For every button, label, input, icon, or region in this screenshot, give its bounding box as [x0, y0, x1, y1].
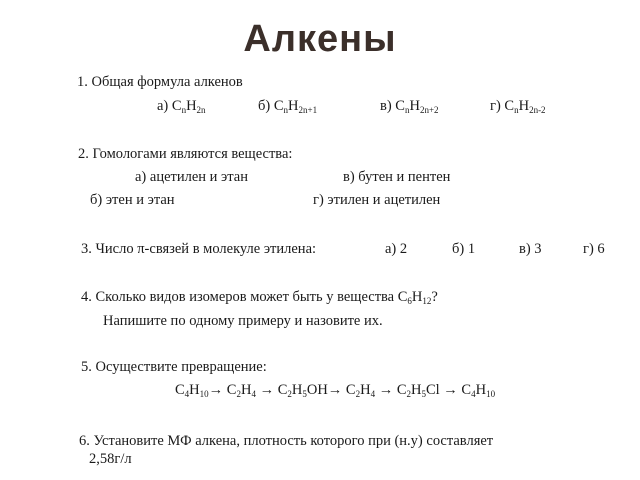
chain-text: H — [411, 382, 422, 398]
question-5: 5. Осуществите превращение: — [81, 359, 267, 375]
chain-text: C — [175, 382, 185, 398]
chain-text: H — [475, 382, 487, 398]
chain-subscript: 10 — [486, 389, 496, 399]
question-2: 2. Гомологами являются вещества: — [78, 146, 293, 162]
chain-text: H — [189, 382, 200, 398]
chain-subscript: 5 — [302, 389, 307, 399]
q3-option-b: б) 1 — [452, 241, 476, 257]
q1-option-a: а) $C_nH_{2n}$ — [157, 98, 206, 115]
q3-option-c: в) 3 — [519, 241, 542, 257]
question-4-line-2: Напишите по одному примеру и назовите их. — [103, 313, 383, 329]
chain-subscript: 4 — [370, 389, 376, 399]
question-1: 1. Общая формула алкенов — [77, 74, 243, 90]
q1-option-c: в) $C_nH_{2n+2}$ — [380, 98, 439, 115]
chain-subscript: 2 — [287, 389, 292, 399]
q3-option-a: а) 2 — [385, 241, 408, 257]
q3-option-d: г) 6 — [583, 241, 605, 257]
chain-text: → C — [375, 382, 407, 398]
question-6: 6. Установите МФ алкена, плотность которого при (н.у) составляет — [79, 433, 494, 449]
q1-option-d: г) $C_nH_{2n-2}$ — [490, 98, 546, 115]
chain-subscript: 4 — [251, 389, 256, 399]
chain-text: OH→ C — [306, 382, 356, 398]
chain-text: H — [360, 382, 371, 398]
q2-option-b: б) этен и этан — [90, 192, 175, 208]
page-title: Алкены — [243, 18, 397, 60]
reaction-chain — [175, 381, 495, 399]
chain-text: H — [291, 382, 303, 398]
chain-subscript: 2 — [236, 389, 241, 399]
chain-subscript: 4 — [471, 389, 476, 399]
chain-text: H — [240, 382, 252, 398]
q2-option-a: а) ацетилен и этан — [135, 169, 248, 185]
chain-subscript: 2 — [355, 389, 361, 399]
chain-subscript: 10 — [199, 389, 209, 399]
chain-text: → C — [208, 382, 237, 398]
chain-text: → C — [255, 382, 288, 398]
q2-option-v: в) бутен и пентен — [343, 169, 451, 185]
question-3: 3. Число π-связей в молекуле этилена: — [81, 241, 317, 257]
chain-subscript: 2 — [406, 389, 411, 399]
chain-subscript: 4 — [184, 389, 190, 399]
chain-text: Cl → C — [425, 382, 472, 398]
chain-subscript: 5 — [421, 389, 426, 399]
q1-option-b: б) $C_nH_{2n+1}$ — [258, 98, 318, 115]
question-4: 4. Сколько видов изомеров может быть у вещества $C_6H_{12}$? — [81, 289, 438, 306]
question-6-line-2: 2,58г/л — [89, 451, 132, 467]
q2-option-g: г) этилен и ацетилен — [313, 192, 441, 208]
